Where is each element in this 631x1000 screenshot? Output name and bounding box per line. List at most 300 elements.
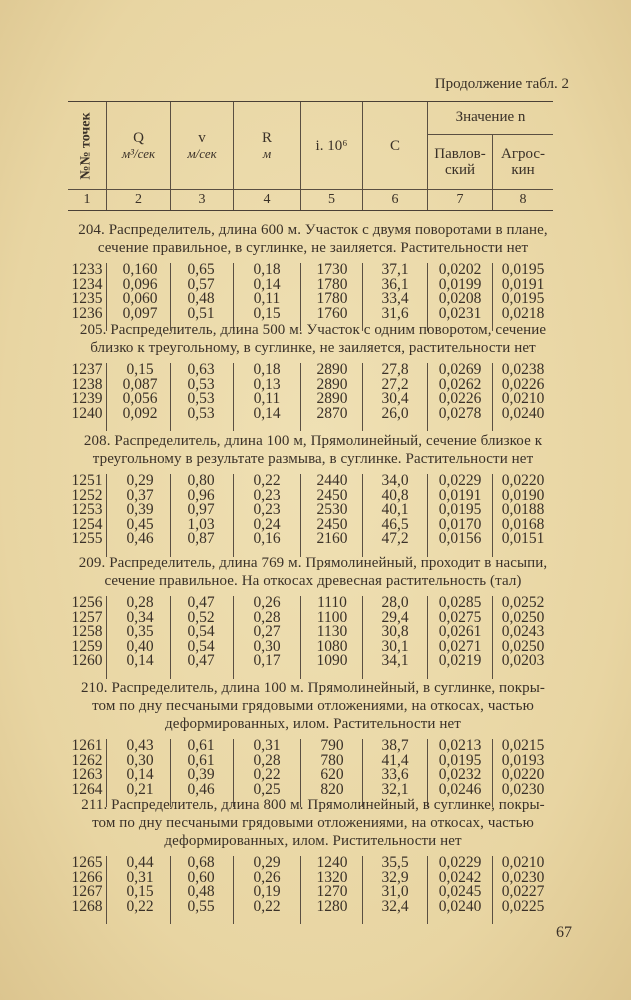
table-cell: 0,61 [187, 737, 215, 754]
table-cell: 32,1 [381, 780, 409, 798]
table-cell: 1257 [71, 608, 103, 626]
table-cell: 0,34 [126, 608, 154, 626]
header-v-symbol: v [198, 129, 206, 146]
header-agroskin [493, 134, 553, 189]
table-cell: 0,31 [253, 737, 281, 754]
table-cell: 0,18 [253, 261, 281, 278]
table-cell: 1,03 [187, 515, 215, 533]
table-cell: 29,4 [381, 608, 409, 626]
table-cell: 0,43 [126, 737, 154, 754]
table-section [68, 554, 558, 669]
column-divider [427, 856, 428, 924]
table-row [68, 532, 558, 547]
table-cell: 0,096 [122, 275, 158, 293]
table-cell: 0,15 [126, 883, 154, 901]
table-cell: 790 [320, 737, 344, 754]
table-cell: 0,0219 [438, 652, 482, 670]
header-q-symbol: Q [133, 129, 144, 146]
col-number: 1 [68, 189, 107, 210]
table-cell: 0,0218 [501, 304, 545, 322]
table-cell: 2890 [316, 361, 348, 378]
table-cell: 0,23 [253, 501, 281, 519]
table-cell: 0,80 [187, 472, 215, 489]
column-divider [492, 474, 493, 557]
table-cell: 0,48 [187, 883, 215, 901]
table-cell: 0,19 [253, 883, 281, 901]
header-point-number [68, 102, 107, 189]
table-cell: 31,6 [381, 304, 409, 322]
table-cell: 0,53 [187, 404, 215, 422]
table-row [68, 304, 558, 322]
table-cell: 28,0 [381, 594, 409, 611]
column-divider [170, 596, 171, 679]
table-cell: 1280 [316, 897, 348, 915]
table-cell: 0,0215 [501, 737, 545, 754]
table-cell: 0,056 [122, 390, 158, 408]
section-description-line: близко к треугольному, в суглинке, не заиляется, растительности нет [90, 340, 536, 356]
col-number: 5 [301, 189, 363, 210]
table-cell: 620 [320, 766, 344, 784]
column-divider [300, 856, 301, 924]
col-number: 6 [363, 189, 428, 210]
table-cell: 0,25 [253, 780, 281, 798]
table-cell: 47,2 [381, 530, 409, 548]
table-cell: 1730 [316, 261, 348, 278]
table-cell: 0,0226 [438, 390, 482, 408]
table-cell: 2440 [316, 472, 348, 489]
table-cell: 0,14 [253, 404, 281, 422]
table-cell: 33,6 [381, 766, 409, 784]
table-cell: 0,0193 [501, 751, 545, 769]
section-rows [68, 596, 558, 669]
table-cell: 0,0262 [438, 375, 482, 393]
table-cell: 0,11 [253, 290, 281, 308]
table-cell: 0,61 [187, 751, 215, 769]
table-cell: 26,0 [381, 404, 409, 422]
column-divider [427, 363, 428, 431]
section-description [68, 221, 558, 257]
table-cell: 0,0199 [438, 275, 482, 293]
col-number: 7 [428, 189, 493, 210]
column-divider [300, 596, 301, 679]
header-r-unit: м [262, 145, 272, 161]
table-cell: 0,0243 [501, 623, 545, 641]
table-cell: 0,0225 [501, 897, 545, 915]
table-cell: 0,40 [126, 637, 154, 655]
table-cell: 0,0213 [438, 737, 482, 754]
section-description-line: сечение правильное. На откосах древесная растительность (тал) [104, 573, 522, 589]
section-rows [68, 474, 558, 547]
table-cell: 1267 [71, 883, 103, 901]
table-cell: 0,060 [122, 290, 158, 308]
table-cell: 0,39 [126, 501, 154, 519]
table-cell: 0,0246 [438, 780, 482, 798]
table-cell: 1100 [316, 608, 348, 626]
section-description-line: 204. Распределитель, длина 600 м. Участок с двумя поворотами в плане, [78, 222, 548, 238]
header-group-n: Значение n [428, 102, 553, 135]
section-description-line: треугольному в результате размыва, в суглинке. Растительности нет [92, 451, 534, 467]
table-cell: 1234 [71, 275, 103, 293]
header-c [363, 102, 428, 189]
section-description-line: том по дну песчаными грядовыми отложениями, на откосах, частью [92, 815, 534, 831]
header-pavlovsky [428, 134, 493, 189]
section-description-line: 210. Распределитель, длина 100 м. Прямолинейный, в суглинке, покры- [80, 680, 546, 696]
table-cell: 31,0 [381, 883, 409, 901]
table-cell: 1090 [316, 652, 348, 670]
column-divider [233, 363, 234, 431]
table-cell: 0,0242 [438, 868, 482, 886]
table-cell: 0,0285 [438, 594, 482, 611]
col-number: 2 [107, 189, 171, 210]
column-divider [106, 856, 107, 924]
table-cell: 1263 [71, 766, 103, 784]
section-description-line: 209. Распределитель, длина 769 м. Прямолинейный, проходит в насыпи, [78, 555, 548, 571]
table-cell: 0,0208 [438, 290, 482, 308]
section-rows [68, 363, 558, 421]
column-divider [362, 363, 363, 431]
table-cell: 34,1 [381, 652, 409, 670]
column-divider [233, 474, 234, 557]
table-row [68, 404, 558, 422]
table-cell: 0,0188 [501, 501, 545, 519]
table-cell: 0,092 [122, 404, 158, 422]
column-divider [106, 363, 107, 431]
header-agroskin-label: Агрос-кин [500, 145, 545, 178]
table-continuation-caption: Продолжение табл. 2 [434, 76, 569, 92]
header-c-label: C [389, 137, 400, 154]
table-cell: 30,1 [381, 637, 409, 655]
table-cell: 0,0230 [501, 868, 545, 886]
column-divider [233, 596, 234, 679]
table-cell: 38,7 [381, 737, 409, 754]
table-cell: 1240 [71, 404, 103, 422]
table-cell: 0,0245 [438, 883, 482, 901]
column-divider [106, 596, 107, 679]
table-row [68, 654, 558, 669]
table-cell: 0,47 [187, 594, 215, 611]
table-cell: 0,87 [187, 530, 215, 548]
table-cell: 0,55 [187, 897, 215, 915]
table-cell: 1262 [71, 751, 103, 769]
table-cell: 780 [320, 751, 344, 769]
section-description [68, 554, 558, 590]
table-cell: 40,8 [381, 486, 409, 504]
table-cell: 0,0230 [501, 780, 545, 798]
table-cell: 820 [320, 780, 344, 798]
table-cell: 0,46 [126, 530, 154, 548]
table-cell: 0,28 [126, 594, 154, 611]
table-cell: 0,60 [187, 868, 215, 886]
table-cell: 0,11 [253, 390, 281, 408]
table-cell: 0,0220 [501, 766, 545, 784]
table-cell: 0,22 [253, 472, 281, 489]
header-slope [301, 102, 363, 189]
table-cell: 0,30 [126, 751, 154, 769]
table-cell: 1258 [71, 623, 103, 641]
table-cell: 30,8 [381, 623, 409, 641]
table-cell: 0,28 [253, 751, 281, 769]
table-cell: 0,0210 [501, 390, 545, 408]
table-cell: 0,30 [253, 637, 281, 655]
table-cell: 0,35 [126, 623, 154, 641]
table-cell: 0,0271 [438, 637, 482, 655]
table-cell: 0,16 [253, 530, 281, 548]
table-cell: 1259 [71, 637, 103, 655]
table-cell: 0,22 [253, 897, 281, 915]
table-cell: 0,0229 [438, 472, 482, 489]
column-divider [170, 474, 171, 557]
table-cell: 0,14 [253, 275, 281, 293]
table-cell: 0,29 [126, 472, 154, 489]
table-cell: 0,53 [187, 375, 215, 393]
table-cell: 0,0156 [438, 530, 482, 548]
table-cell: 0,0269 [438, 361, 482, 378]
table-cell: 0,17 [253, 652, 281, 670]
section-description-line: 208. Распределитель, длина 100 м, Прямолинейный, сечение близкое к [83, 433, 543, 449]
column-divider [362, 856, 363, 924]
table-cell: 2890 [316, 375, 348, 393]
table-cell: 36,1 [381, 275, 409, 293]
table-cell: 1265 [71, 854, 103, 871]
header-pavlovsky-label: Павлов-ский [434, 145, 486, 178]
table-cell: 1261 [71, 737, 103, 754]
table-cell: 1235 [71, 290, 103, 308]
table-cell: 0,0202 [438, 261, 482, 278]
header-q [107, 102, 171, 189]
header-r [234, 102, 301, 189]
table-cell: 1240 [316, 854, 348, 871]
table-cell: 0,0195 [501, 290, 545, 308]
table-cell: 1239 [71, 390, 103, 408]
table-cell: 1760 [316, 304, 348, 322]
table-cell: 30,4 [381, 390, 409, 408]
header-v-unit: м/сек [187, 145, 217, 161]
table-cell: 0,0232 [438, 766, 482, 784]
table-cell: 0,96 [187, 486, 215, 504]
table-cell: 1251 [71, 472, 103, 489]
section-rows [68, 856, 558, 914]
table-cell: 0,0195 [438, 501, 482, 519]
table-cell: 0,14 [126, 766, 154, 784]
table-cell: 0,21 [126, 780, 154, 798]
table-cell: 0,22 [253, 766, 281, 784]
table-cell: 0,0250 [501, 608, 545, 626]
column-divider [300, 363, 301, 431]
section-description-line: 205. Распределитель, длина 500 м. Участок с одним поворотом, сечение [79, 322, 547, 338]
table-cell: 0,0191 [438, 486, 482, 504]
column-divider [362, 596, 363, 679]
table-cell: 0,0240 [501, 404, 545, 422]
table-cell: 0,0191 [501, 275, 545, 293]
section-rows [68, 739, 558, 797]
section-description [68, 679, 558, 733]
section-rows [68, 263, 558, 321]
table-cell: 37,1 [381, 261, 409, 278]
col-number: 8 [493, 189, 553, 210]
table-cell: 0,52 [187, 608, 215, 626]
table-section [68, 796, 558, 914]
table-cell: 0,26 [253, 594, 281, 611]
column-divider [492, 596, 493, 679]
table-cell: 0,27 [253, 623, 281, 641]
table-cell: 2450 [316, 486, 348, 504]
table-cell: 0,28 [253, 608, 281, 626]
table-cell: 0,0195 [501, 261, 545, 278]
table-cell: 0,57 [187, 275, 215, 293]
column-divider [106, 474, 107, 557]
table-cell: 1260 [71, 652, 103, 670]
table-cell: 40,1 [381, 501, 409, 519]
table-cell: 0,0190 [501, 486, 545, 504]
table-cell: 41,4 [381, 751, 409, 769]
header-v [171, 102, 234, 189]
table-row [68, 897, 558, 915]
table-cell: 0,46 [187, 780, 215, 798]
table-cell: 35,5 [381, 854, 409, 871]
table-cell: 1252 [71, 486, 103, 504]
table-cell: 1780 [316, 290, 348, 308]
table-cell: 46,5 [381, 515, 409, 533]
header-slope-label: i. 10⁶ [315, 137, 348, 154]
table-cell: 1110 [317, 594, 347, 611]
table-cell: 0,0227 [501, 883, 545, 901]
table-cell: 1268 [71, 897, 103, 915]
column-divider [427, 474, 428, 557]
section-description [68, 321, 558, 357]
table-cell: 0,53 [187, 390, 215, 408]
page-number: 67 [556, 924, 572, 941]
table-cell: 0,31 [126, 868, 154, 886]
table-cell: 0,13 [253, 375, 281, 393]
column-divider [427, 596, 428, 679]
table-cell: 0,0278 [438, 404, 482, 422]
table-cell: 0,97 [187, 501, 215, 519]
table-cell: 0,48 [187, 290, 215, 308]
table-cell: 32,9 [381, 868, 409, 886]
table-cell: 0,0261 [438, 623, 482, 641]
table-cell: 1270 [316, 883, 348, 901]
table-cell: 0,0168 [501, 515, 545, 533]
column-divider [170, 363, 171, 431]
table-cell: 1237 [71, 361, 103, 378]
table-cell: 0,44 [126, 854, 154, 871]
table-cell: 0,51 [187, 304, 215, 322]
table-cell: 1256 [71, 594, 103, 611]
table-cell: 0,0210 [501, 854, 545, 871]
table-section [68, 432, 558, 547]
table-cell: 0,68 [187, 854, 215, 871]
table-cell: 2890 [316, 390, 348, 408]
table-cell: 0,097 [122, 304, 158, 322]
table-cell: 2530 [316, 501, 348, 519]
table-cell: 0,160 [122, 261, 158, 278]
table-cell: 34,0 [381, 472, 409, 489]
table-cell: 0,0220 [501, 472, 545, 489]
table-section [68, 679, 558, 797]
table-cell: 1238 [71, 375, 103, 393]
table-cell: 0,22 [126, 897, 154, 915]
table-cell: 1253 [71, 501, 103, 519]
table-cell: 0,37 [126, 486, 154, 504]
table-cell: 1266 [71, 868, 103, 886]
table-cell: 0,0170 [438, 515, 482, 533]
table-cell: 0,39 [187, 766, 215, 784]
table-cell: 0,0229 [438, 854, 482, 871]
table-cell: 0,0151 [501, 530, 545, 548]
table-cell: 2160 [316, 530, 348, 548]
column-divider [170, 856, 171, 924]
table-cell: 0,0240 [438, 897, 482, 915]
table-cell: 0,24 [253, 515, 281, 533]
table-cell: 1080 [316, 637, 348, 655]
header-q-unit: м³/сек [121, 145, 156, 161]
table-cell: 0,15 [253, 304, 281, 322]
table-cell: 0,45 [126, 515, 154, 533]
column-divider [492, 363, 493, 431]
table-cell: 0,0203 [501, 652, 545, 670]
table-cell: 0,54 [187, 623, 215, 641]
table-cell: 0,29 [253, 854, 281, 871]
header-point-number-label: №№ точек [79, 111, 94, 180]
table-cell: 27,8 [381, 361, 409, 378]
section-description [68, 432, 558, 468]
table-cell: 1320 [316, 868, 348, 886]
col-number: 3 [171, 189, 234, 210]
column-divider [362, 474, 363, 557]
table-cell: 2870 [316, 404, 348, 422]
table-cell: 0,0195 [438, 751, 482, 769]
table-cell: 0,0238 [501, 361, 545, 378]
table-cell: 0,0250 [501, 637, 545, 655]
table-cell: 0,65 [187, 261, 215, 278]
table-cell: 0,23 [253, 486, 281, 504]
table-cell: 1254 [71, 515, 103, 533]
col-number: 4 [234, 189, 301, 210]
table-cell: 1264 [71, 780, 103, 798]
table-cell: 1233 [71, 261, 103, 278]
table-cell: 1236 [71, 304, 103, 322]
table-cell: 2450 [316, 515, 348, 533]
table-cell: 0,087 [122, 375, 158, 393]
section-description-line: 211. Распределитель, длина 800 м. Прямолинейный, в суглинке, покры- [81, 797, 545, 813]
table-cell: 0,15 [126, 361, 154, 378]
table-cell: 0,63 [187, 361, 215, 378]
section-description-line: сечение правильное, в суглинке, не заиляется. Растительности нет [97, 240, 529, 256]
section-description-line: деформированных, илом. Растительности нет [165, 716, 461, 732]
table-cell: 1255 [71, 530, 103, 548]
table-section [68, 221, 558, 321]
table-cell: 1130 [316, 623, 348, 641]
table-cell: 0,14 [126, 652, 154, 670]
table-cell: 0,0275 [438, 608, 482, 626]
section-description-line: деформированных, илом. Ристительности нет [164, 833, 462, 849]
header-r-symbol: R [261, 129, 272, 146]
table-cell: 0,47 [187, 652, 215, 670]
table-header [68, 101, 553, 211]
table-cell: 0,0226 [501, 375, 545, 393]
column-divider [300, 474, 301, 557]
section-description-line: том по дну песчаными грядовыми отложениями, на откосах, частью [92, 698, 534, 714]
column-divider [233, 856, 234, 924]
table-cell: 0,26 [253, 868, 281, 886]
table-cell: 27,2 [381, 375, 409, 393]
table-cell: 1780 [316, 275, 348, 293]
table-section [68, 321, 558, 421]
table-cell: 0,54 [187, 637, 215, 655]
table-cell: 0,0252 [501, 594, 545, 611]
column-divider [492, 856, 493, 924]
table-cell: 0,0231 [438, 304, 482, 322]
